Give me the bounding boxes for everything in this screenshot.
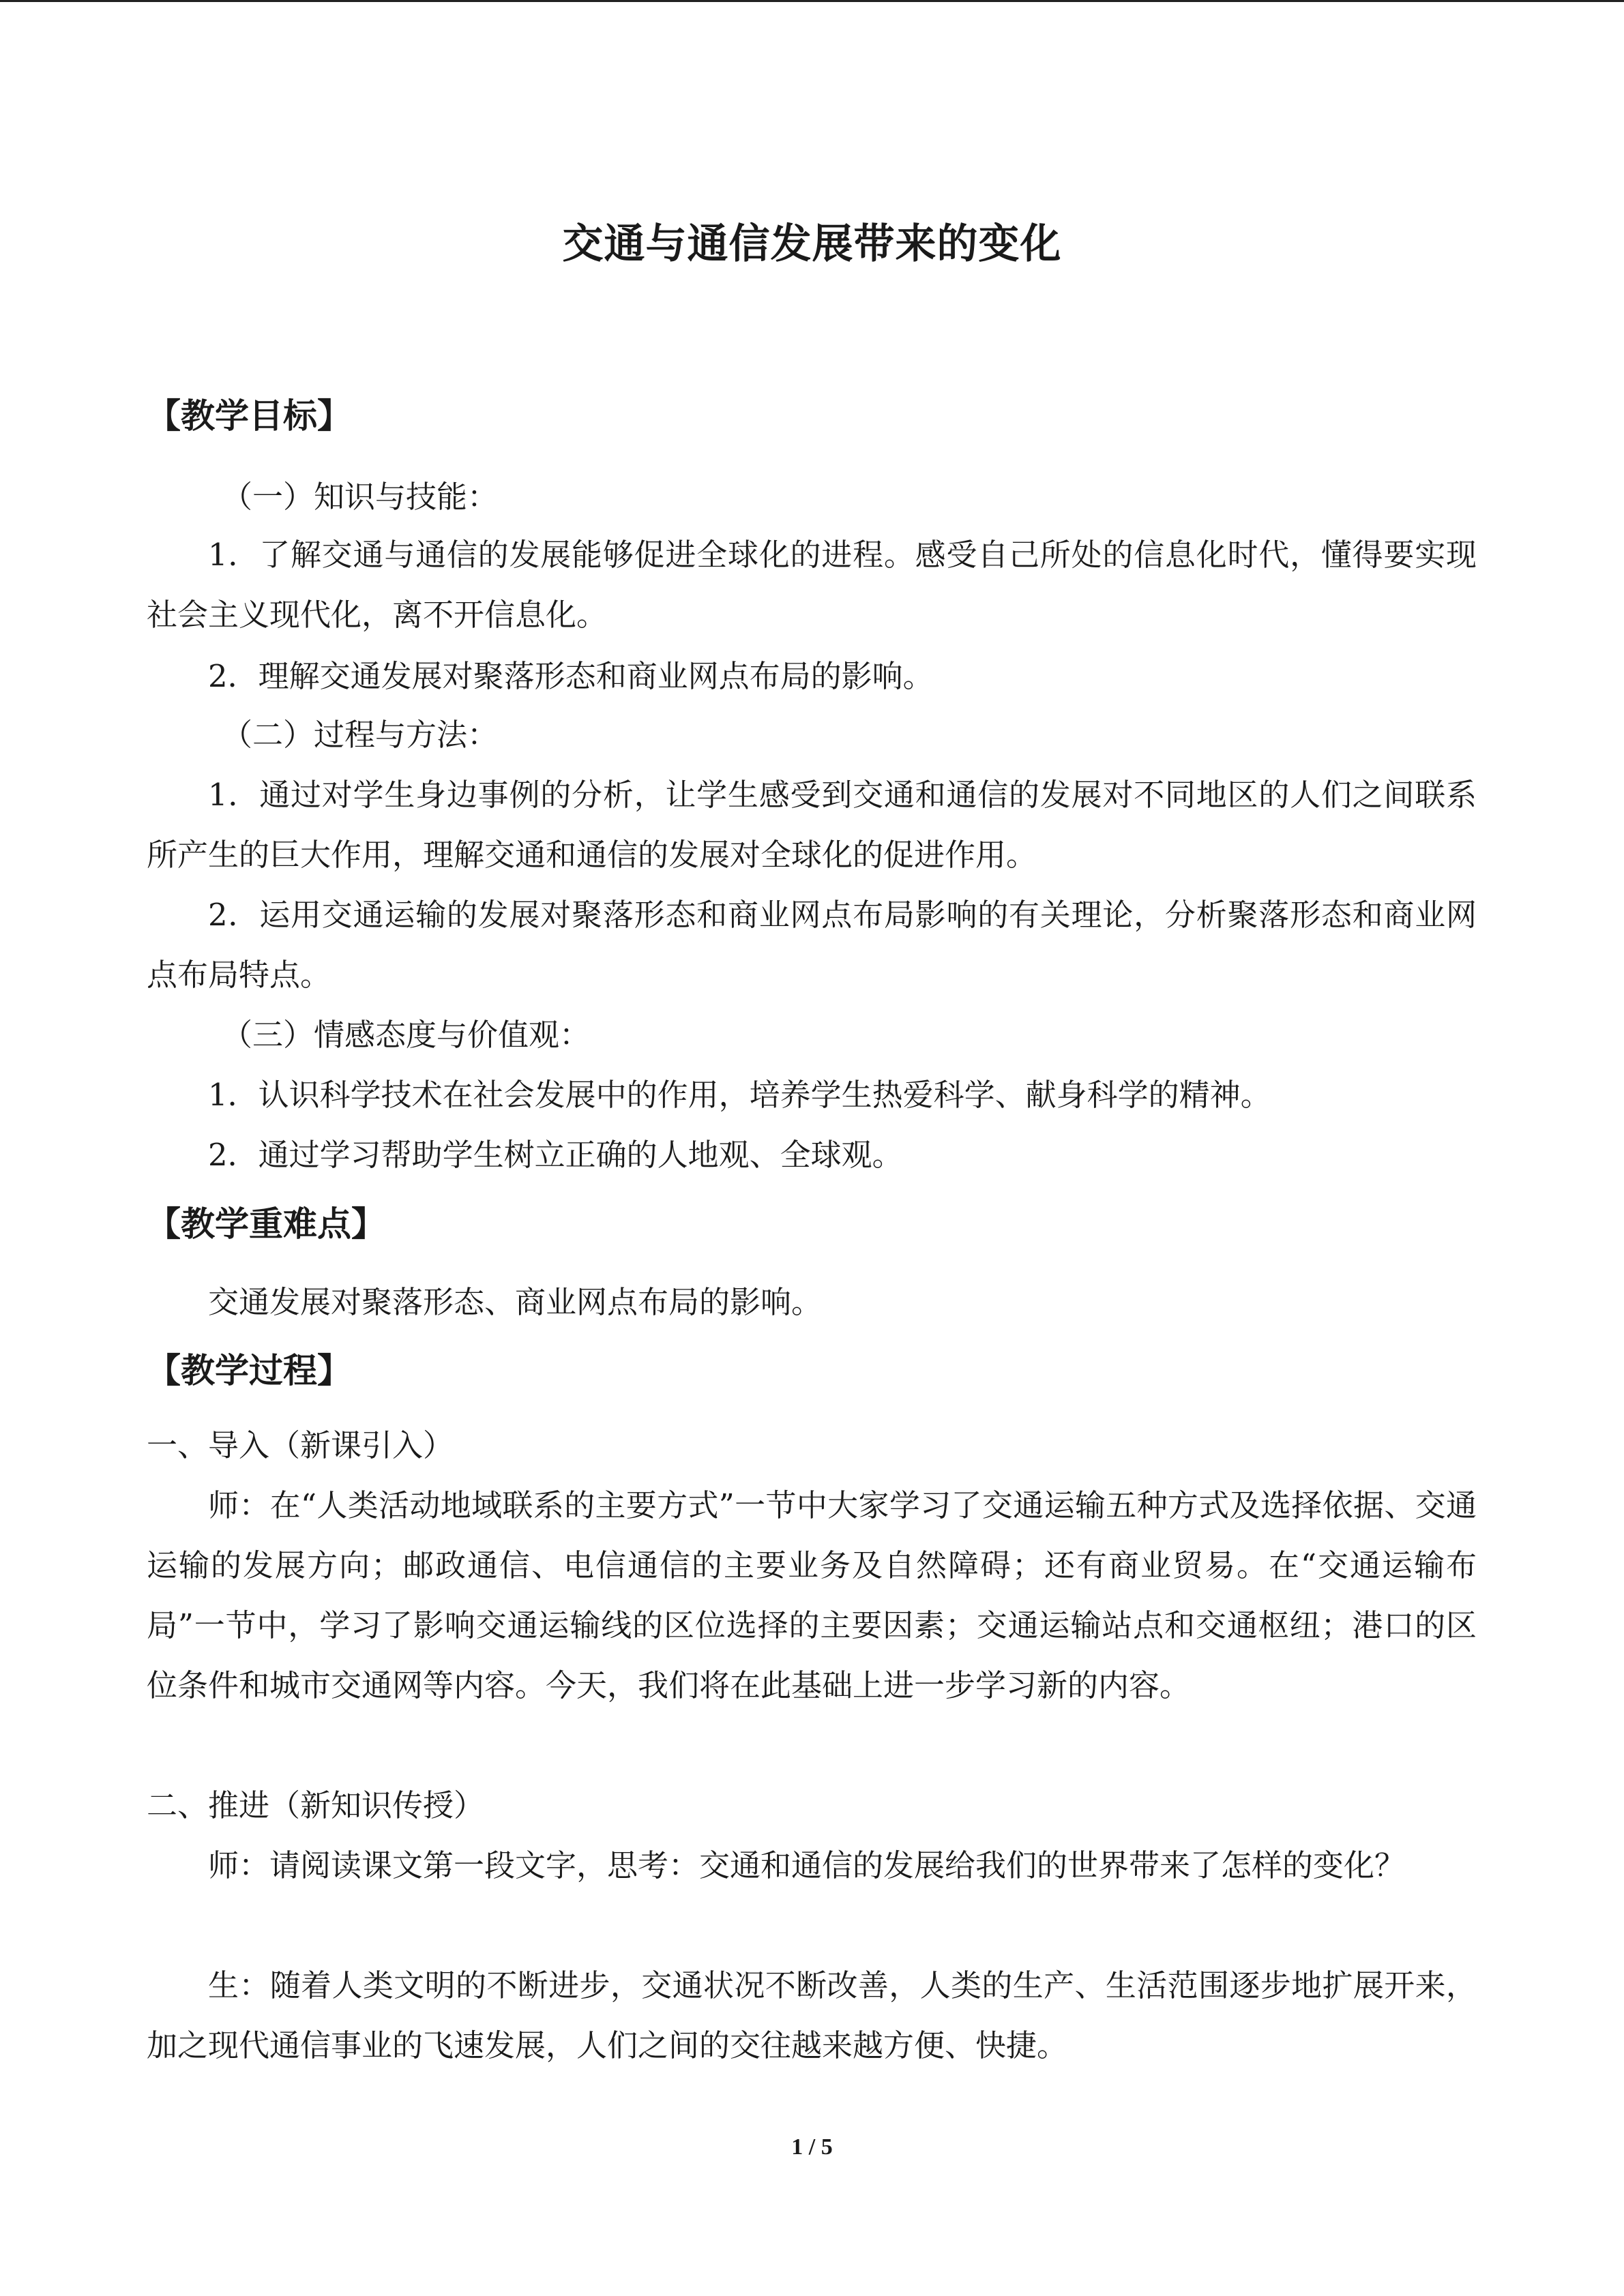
keypoints-text: 交通发展对聚落形态、商业网点布局的影响。	[208, 1284, 823, 1320]
intro-text: 师：在“人类活动地域联系的主要方式”一节中大家学习了交通运输五种方式及选择依据、交通运输的发展方向；邮政通信、电信通信的主要业务及自然障碍；还有商业贸易。在“交通运输布局”一节中，学习了影响交通运输线的区位选择的主要因素；交通运输站点和交通枢纽；港口的区位条件和城市交通网等内容。今天，我们将在此基础上进一步学习新的内容。	[147, 1487, 1477, 1703]
process-subheading: （二）过程与方法：	[222, 717, 499, 753]
advance-heading: 二、推进（新知识传授）	[147, 1787, 485, 1823]
student-answer: 生：随着人类文明的不断进步，交通状况不断改善，人类的生产、生活范围逐步地扩展开来，加之现代通信事业的飞速发展，人们之间的交往越来越方便、快捷。	[147, 1967, 1477, 2063]
heading-objectives: 【教学目标】	[147, 396, 351, 436]
top-border-line	[0, 0, 1624, 2]
heading-keypoints: 【教学重难点】	[147, 1204, 385, 1244]
emotion-item-2: 2．通过学习帮助学生树立正确的人地观、全球观。	[208, 1137, 903, 1173]
knowledge-subheading: （一）知识与技能：	[222, 479, 499, 515]
page-number: 1 / 5	[791, 2134, 833, 2160]
emotion-subheading: （三）情感态度与价值观：	[222, 1017, 591, 1053]
process-item-1: 1．通过对学生身边事例的分析，让学生感受到交通和通信的发展对不同地区的人们之间联系所产生的巨大作用，理解交通和通信的发展对全球化的促进作用。	[147, 777, 1477, 873]
document-title: 交通与通信发展带来的变化	[562, 220, 1062, 268]
emotion-item-1: 1．认识科学技术在社会发展中的作用，培养学生热爱科学、献身科学的精神。	[208, 1077, 1271, 1113]
knowledge-item-1: 1．了解交通与通信的发展能够促进全球化的进程。感受自己所处的信息化时代，懂得要实现社会主义现代化，离不开信息化。	[147, 537, 1477, 633]
knowledge-item-2: 2．理解交通发展对聚落形态和商业网点布局的影响。	[208, 658, 934, 694]
heading-teaching-process: 【教学过程】	[147, 1351, 351, 1390]
intro-heading: 一、导入（新课引入）	[147, 1427, 454, 1463]
process-item-2: 2．运用交通运输的发展对聚落形态和商业网点布局影响的有关理论，分析聚落形态和商业网点布局特点。	[147, 897, 1477, 993]
teacher-question: 师：请阅读课文第一段文字，思考：交通和通信的发展给我们的世界带来了怎样的变化？	[208, 1847, 1406, 1883]
